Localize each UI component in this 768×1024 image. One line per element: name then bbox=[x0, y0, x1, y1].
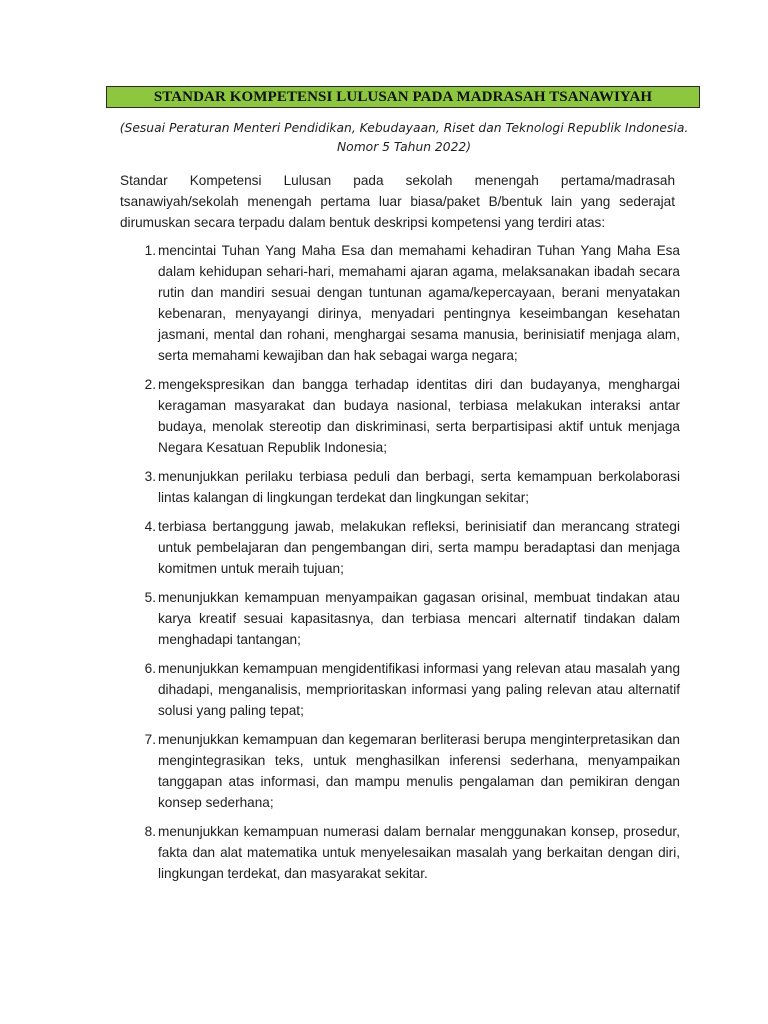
list-item bbox=[120, 729, 680, 813]
list-item-number: 8. bbox=[144, 824, 156, 839]
list-item-number: 3. bbox=[144, 469, 156, 484]
list-item-number: 4. bbox=[144, 519, 156, 534]
list-item-number: 7. bbox=[144, 732, 156, 747]
list-item bbox=[120, 466, 680, 508]
list-item-text: menunjukkan kemampuan mengidentifikasi informasi yang relevan atau masalah yang dihadapi, menganalisis, memprioritaskan informasi yang paling relevan atau alternatif solusi yang paling tepat; bbox=[158, 661, 680, 718]
document-subtitle: (Sesuai Peraturan Menteri Pendidikan, Kebudayaan, Riset dan Teknologi Republik Indonesia. Nomor 5 Tahun 2022) bbox=[119, 121, 689, 154]
list-item bbox=[120, 587, 680, 650]
document-title: STANDAR KOMPETENSI LULUSAN PADA MADRASAH TSANAWIYAH bbox=[153, 88, 653, 105]
list-item-text: menunjukkan kemampuan menyampaikan gagasan orisinal, membuat tindakan atau karya kreatif sesuai kapasitasnya, dan terbiasa mencari alternatif tindakan dalam menghadapi tantangan; bbox=[158, 590, 680, 647]
list-item-text: terbiasa bertanggung jawab, melakukan refleksi, berinisiatif dan merancang strategi untuk pembelajaran dan pengembangan diri, serta mampu beradaptasi dan menjaga komitmen untuk meraih tujuan; bbox=[158, 519, 680, 576]
list-item-text: menunjukkan kemampuan dan kegemaran berliterasi berupa menginterpretasikan dan mengintegrasikan teks, untuk menghasilkan inferensi sederhana, menyampaikan tanggapan atas informasi, dan mampu menulis pengalaman dan pemikiran dengan konsep sederhana; bbox=[158, 732, 680, 810]
list-item bbox=[120, 516, 680, 579]
list-item bbox=[120, 240, 680, 366]
list-item-text: menunjukkan kemampuan numerasi dalam bernalar menggunakan konsep, prosedur, fakta dan alat matematika untuk menyelesaikan masalah yang berkaitan dengan diri, lingkungan terdekat, dan masyarakat sekitar. bbox=[158, 824, 680, 881]
list-item-number: 1. bbox=[144, 243, 156, 258]
list-item-text: mencintai Tuhan Yang Maha Esa dan memahami kehadiran Tuhan Yang Maha Esa dalam kehidupan sehari-hari, memahami ajaran agama, melaksanakan ibadah secara rutin dan mandiri sesuai dengan tuntunan agama/kepercayaan, berani menyatakan kebenaran, menyayangi dirinya, menyadari pentingnya keseimbangan kesehatan jasmani, mental dan rohani, menghargai sesama manusia, berinisiatif menjaga alam, serta memahami kewajiban dan hak sebagai warga negara; bbox=[158, 243, 680, 363]
list-item-number: 5. bbox=[144, 590, 156, 605]
list-item bbox=[120, 821, 680, 884]
title-banner bbox=[106, 86, 700, 108]
list-item-number: 2. bbox=[144, 377, 156, 392]
list-item-number: 6. bbox=[144, 661, 156, 676]
list-item-text: mengekspresikan dan bangga terhadap identitas diri dan budayanya, menghargai keragaman masyarakat dan budaya nasional, terbiasa melakukan interaksi antar budaya, menolak stereotip dan diskriminasi, serta berpartisipasi aktif untuk menjaga Negara Kesatuan Republik Indonesia; bbox=[158, 377, 680, 455]
intro-paragraph: Standar Kompetensi Lulusan pada sekolah menengah pertama/madrasah tsanawiyah/sekolah menengah pertama luar biasa/paket B/bentuk lain yang sederajat dirumuskan secara terpadu dalam bentuk deskripsi kompetensi yang terdiri atas: bbox=[120, 173, 675, 230]
list-item bbox=[120, 658, 680, 721]
list-item-text: menunjukkan perilaku terbiasa peduli dan berbagi, serta kemampuan berkolaborasi lintas kalangan di lingkungan terdekat dan lingkungan sekitar; bbox=[158, 469, 680, 505]
competency-list bbox=[120, 240, 680, 892]
list-item bbox=[120, 374, 680, 458]
